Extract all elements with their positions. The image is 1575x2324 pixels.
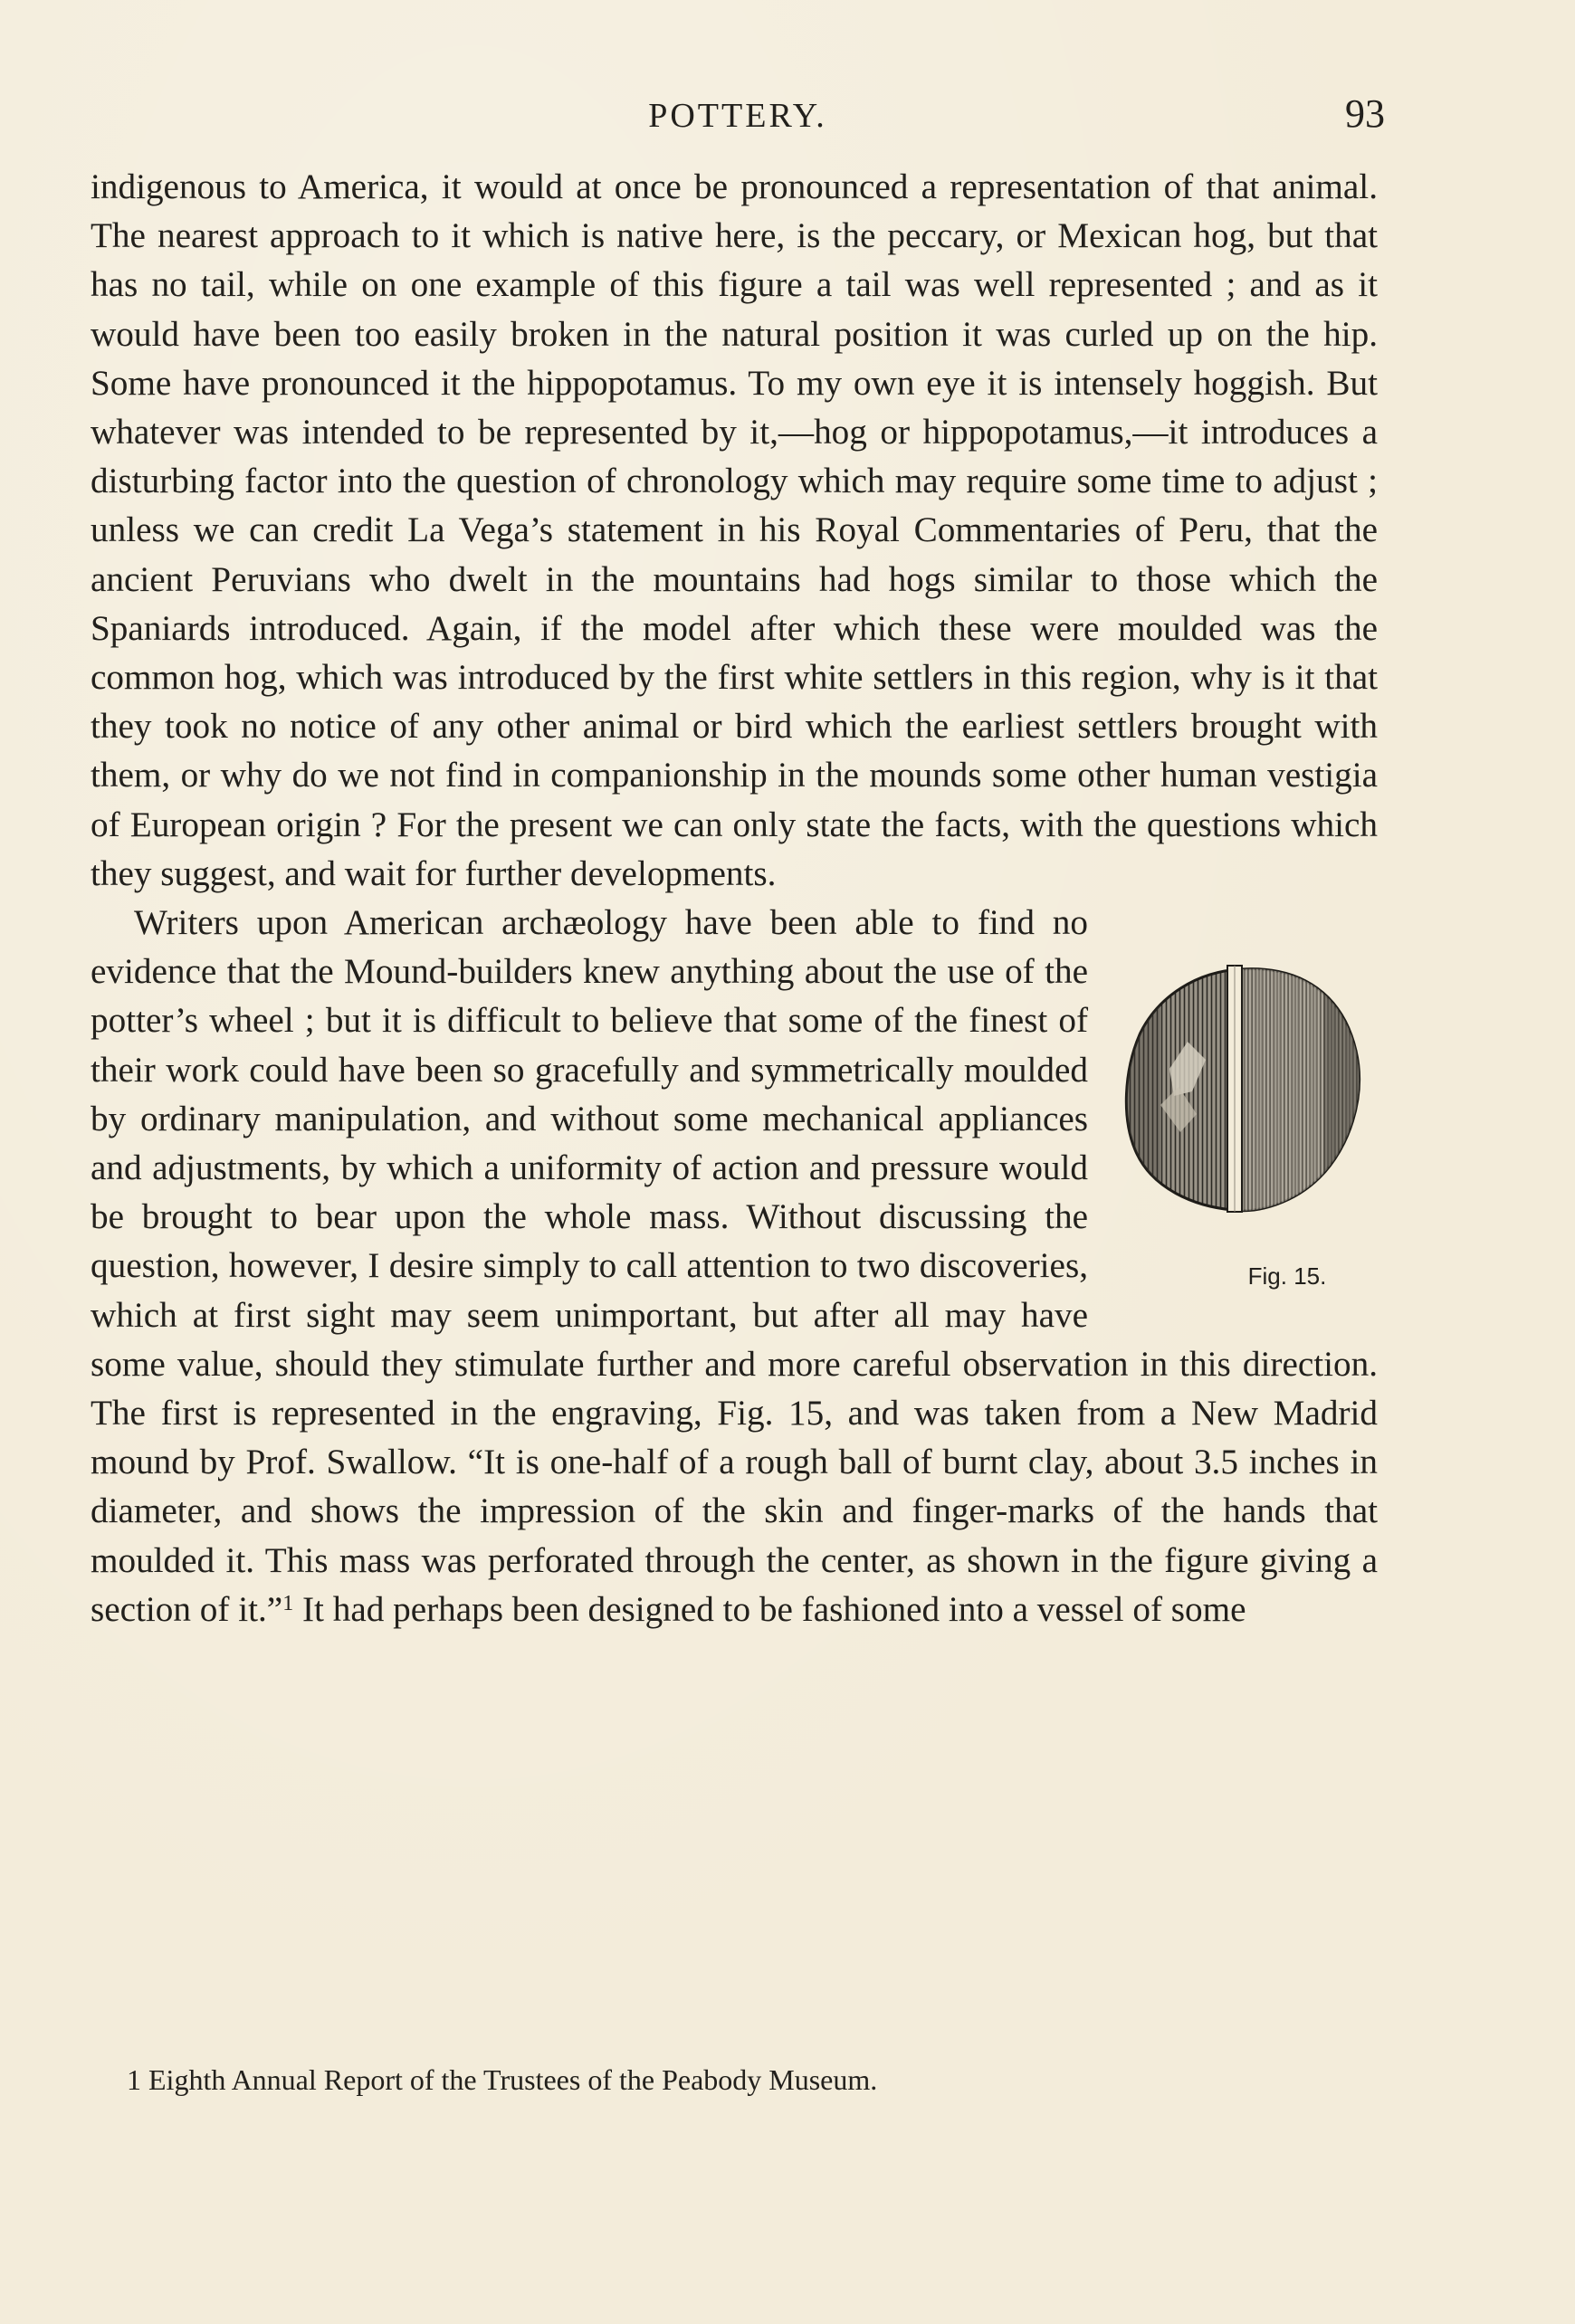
figure-15 [1106, 933, 1378, 1331]
clay-ball-section-illustration [1106, 933, 1378, 1268]
paragraph-2-continuation: It had perhaps been designed to be fashioned into a vessel of some [293, 1589, 1246, 1629]
footnote-text: Eighth Annual Report of the Trustees of the Peabody Museum. [148, 2063, 878, 2096]
footnote [127, 2062, 877, 2098]
paragraph-1: indigenous to America, it would at once be pronounced a representation of that animal. The nearest approach to it which is native here, is the peccary, or Mexican hog, but that has no tail, while on one example of this figure a tail was well represented ; and as it would have been too easily broken in the natural position it was curled up on the hip. Some have pronounced it the hippopotamus. To my own eye it is intensely hoggish. But whatever was intended to be represented by it,—hog or hippopotamus,—it introduces a disturbing factor into the question of chronology which may require some time to adjust ; unless we can credit La Vega’s statement in his Royal Commentaries of Peru, that the ancient Peruvians who dwelt in the mountains had hogs similar to those which the Spaniards introduced. Again, if the model after which these were moulded was the common hog, which was introduced by the first white settlers in this region, why is it that they took no notice of any other animal or bird which the earliest settlers brought with them, or why do we not find in companionship in the mounds some other human vestigia of European origin ? For the present we can only state the facts, with the questions which they suggest, and wait for further developments. [91, 167, 1378, 893]
page-number: 93 [1345, 91, 1385, 136]
figure-caption: Fig. 15. [1247, 1262, 1327, 1291]
running-head: POTTERY. [648, 97, 827, 135]
footnote-reference: 1 [282, 1591, 294, 1615]
paragraph-2-text: Writers upon American archæology have been able to find no evidence that the Mound-builders knew anything about the use of the potter’s wheel ; but it is difficult to believe that some of the finest of their work could have been so gracefully and symmetrically moulded by ordinary manipulation, and without some mechanical appliances and adjustments, by which a uniformity of action and pressure would be brought to bear upon the whole mass. Without discussing the question, however, I desire simply to call attention to two discoveries, which at first sight may seem unimportant, but after all may have some value, should they stimulate further and more careful observation in this direction. The first is represented in the engraving, Fig. 15, and was taken from a New Madrid mound by Prof. Swallow. “It is one-half of a rough ball of burnt clay, about 3.5 inches in diameter, and shows the impression of the skin and finger-marks of the hands that moulded it. This mass was perforated through the center, as shown in the figure giving a section of it.” [91, 903, 1378, 1629]
footnote-number: 1 [127, 2063, 141, 2096]
body-text [91, 163, 1378, 1634]
page-header [91, 90, 1385, 145]
